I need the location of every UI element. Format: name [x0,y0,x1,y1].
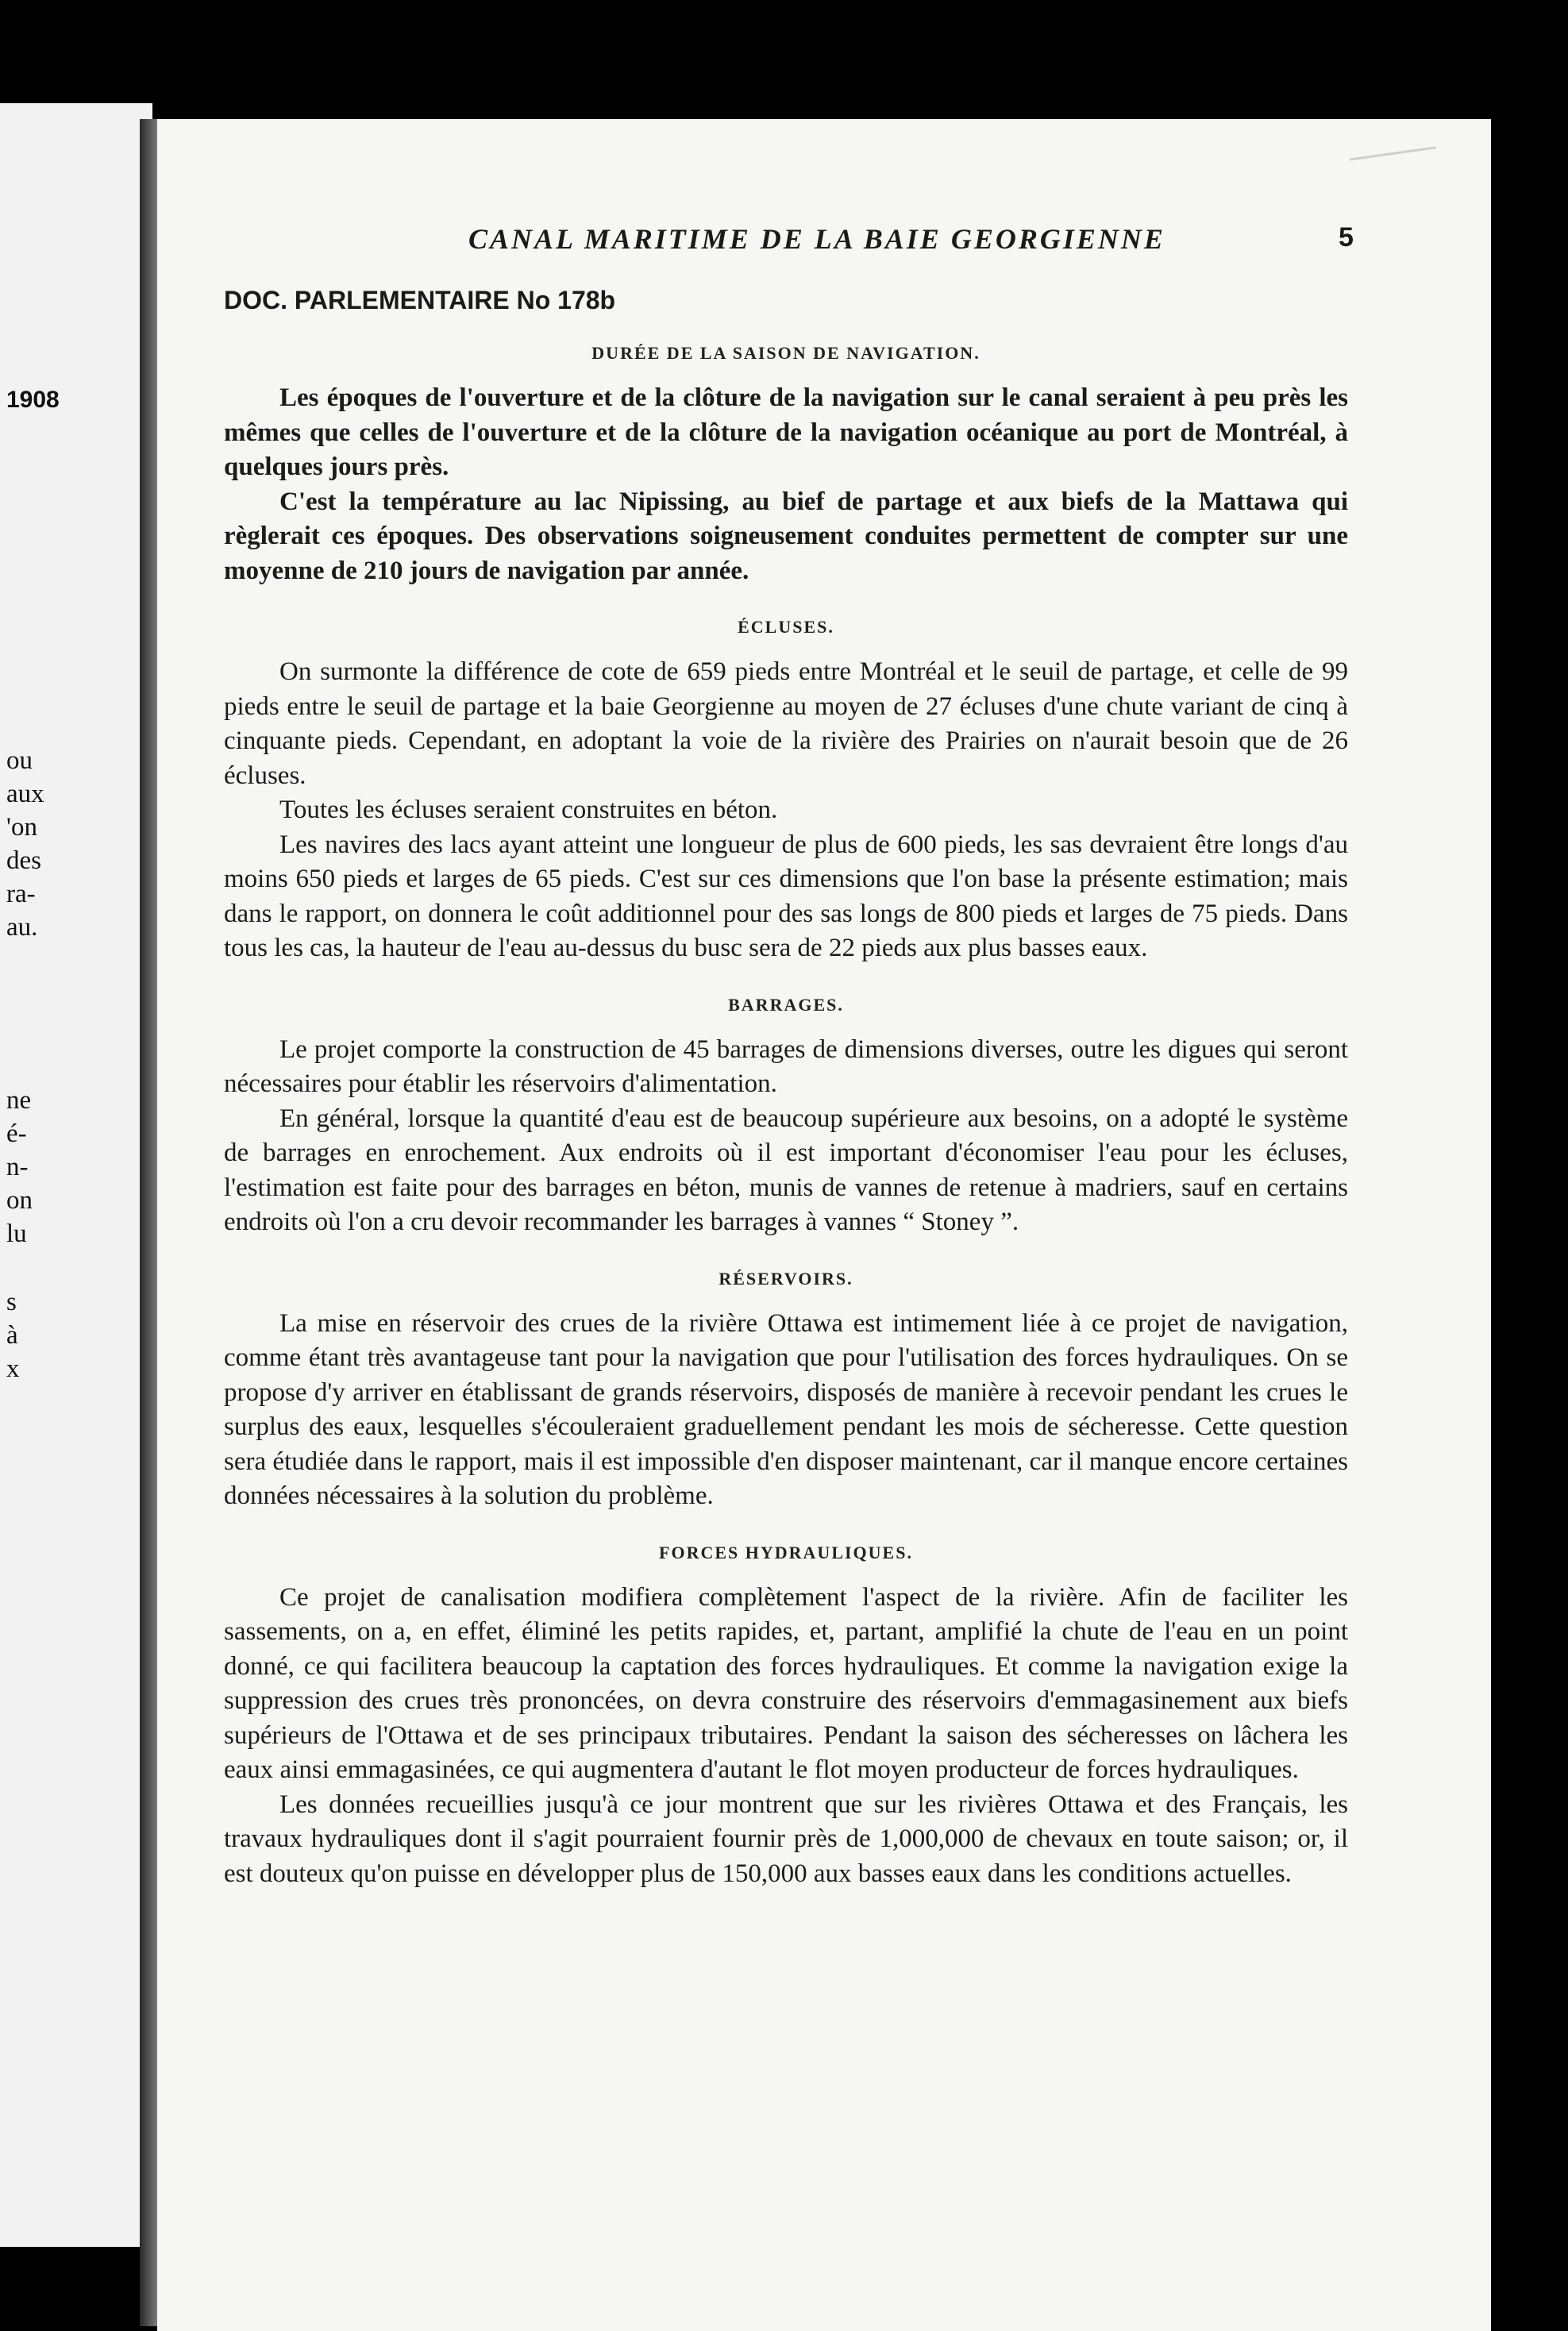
paragraph: C'est la température au lac Nipissing, au bief de partage et aux biefs de la Mattawa qui règlerait ces époques. Des observations soigneusement conduites permettent de compter sur une moyenne de 210 jours de navigation par année. [224,487,1348,585]
left-fragment: des [6,846,41,875]
section-heading: ÉCLUSES. [738,617,834,637]
running-header [157,222,1491,262]
document-page [157,119,1491,2331]
paragraph: Les époques de l'ouverture et de la clôture de la navigation sur le canal seraient à peu près les mêmes que celles de l'ouverture et de la clôture de la navigation océanique au port de Montréal, à quelques jours près. [224,383,1348,481]
paragraph: Les navires des lacs ayant atteint une longueur de plus de 600 pieds, les sas devraient être longs d'au moins 650 pieds et larges de 65 pieds. C'est sur ces dimensions que l'on base la présente estimation; mais dans le rapport, on donnera le coût additionnel pour des sas longs de 800 pieds et larges de 75 pieds. Dans tous les cas, la hauteur de l'eau au-dessus du busc sera de 22 pieds aux plus basses eaux. [224,830,1348,962]
left-fragment: ou [6,746,33,775]
left-fragment: n- [6,1153,29,1181]
left-fragment: lu [6,1219,27,1248]
left-fragment: à [6,1321,18,1350]
paragraph: Ce projet de canalisation modifiera complètement l'aspect de la rivière. Afin de faciliter les sassements, on a, en effet, éliminé les petits rapides, et, partant, amplifié la chute de l'eau en un point donné, ce qui facilitera beaucoup la captation des forces hydrauliques. Et comme la navigation exige la suppression des crues très prononcées, on devra construire des réservoirs d'emmagasinement aux biefs supérieurs de l'Ottawa et de ses principaux tributaires. Pendant la saison des sécheresses on lâchera les eaux ainsi emmagasinées, ce qui augmentera d'autant le flot moyen producteur de forces hydrauliques. [224,1582,1348,1784]
left-fragment: 'on [6,813,37,842]
running-title: CANAL MARITIME DE LA BAIE GEORGIENNE [468,223,1165,255]
section-heading: FORCES HYDRAULIQUES. [659,1542,913,1562]
left-fragment: ne [6,1086,32,1115]
paragraph: En général, lorsque la quantité d'eau est de beaucoup supérieure aux besoins, on a adopté le système de barrages en enrochement. Aux endroits où il est important d'économiser l'eau pour les écluses, l'estimation est faite pour des barrages en béton, munis de vannes de retenue à madriers, sauf en certains endroits où l'on a cru devoir recommander les barrages à vannes “ Stoney ”. [224,1104,1348,1236]
left-fragment: s [6,1288,17,1316]
section-reservoirs [224,1269,1348,1514]
section-forces-hydrauliques [224,1543,1348,1892]
left-fragment: x [6,1354,20,1383]
paragraph: Les données recueillies jusqu'à ce jour montrent que sur les rivières Ottawa et des Français, les travaux hydrauliques dont il s'agit pourraient fournir près de 1,000,000 de chevaux en toute saison; or, il est douteux qu'on puisse en développer plus de 150,000 aux basses eaux dans les conditions actuelles. [224,1790,1348,1888]
left-fragment: ra- [6,880,36,908]
paragraph: On surmonte la différence de cote de 659 pieds entre Montréal et le seuil de partage, et celle de 99 pieds entre le seuil de partage et la baie Georgienne au moyen de 27 écluses d'une chute variant de cinq à cinquante pieds. Cependant, en adoptant la voie de la rivière des Prairies on n'aurait besoin que de 26 écluses. [224,657,1348,790]
left-fragment: é- [6,1119,27,1148]
section-barrages [224,995,1348,1240]
left-fragment: on [6,1186,33,1215]
page-number: 5 [1339,222,1354,252]
paragraph: La mise en réservoir des crues de la rivière Ottawa est intimement liée à ce projet de navigation, comme étant très avantageuse tant pour la navigation que pour l'utilisation des forces hydrauliques. On se propose d'y arriver en établissant de grands réservoirs, disposés de manière à recevoir pendant les crues le surplus des eaux, lesquelles s'écouleraient graduellement pendant les mois de sécheresse. Cette question sera étudiée dans le rapport, mais il est impossible d'en disposer maintenant, car il manque encore certaines données nécessaires à la solution du problème. [224,1308,1348,1510]
paragraph: Toutes les écluses seraient construites en béton. [279,796,778,824]
section-heading: RÉSERVOIRS. [719,1268,853,1289]
left-page-year: 1908 [6,387,60,413]
section-heading: DURÉE DE LA SAISON DE NAVIGATION. [591,343,980,363]
document-label: DOC. PARLEMENTAIRE No 178b [224,286,616,314]
scan-mark [1347,130,1436,160]
section-duree [224,343,1348,588]
left-fragment: au. [6,913,38,942]
page-body [224,343,1348,1891]
left-fragment: aux [6,780,44,808]
section-heading: BARRAGES. [728,994,844,1015]
section-ecluses [224,617,1348,966]
paragraph: Le projet comporte la construction de 45 barrages de dimensions diverses, outre les digues qui seront nécessaires pour établir les réservoirs d'alimentation. [224,1035,1348,1098]
left-facing-page [0,103,152,2247]
